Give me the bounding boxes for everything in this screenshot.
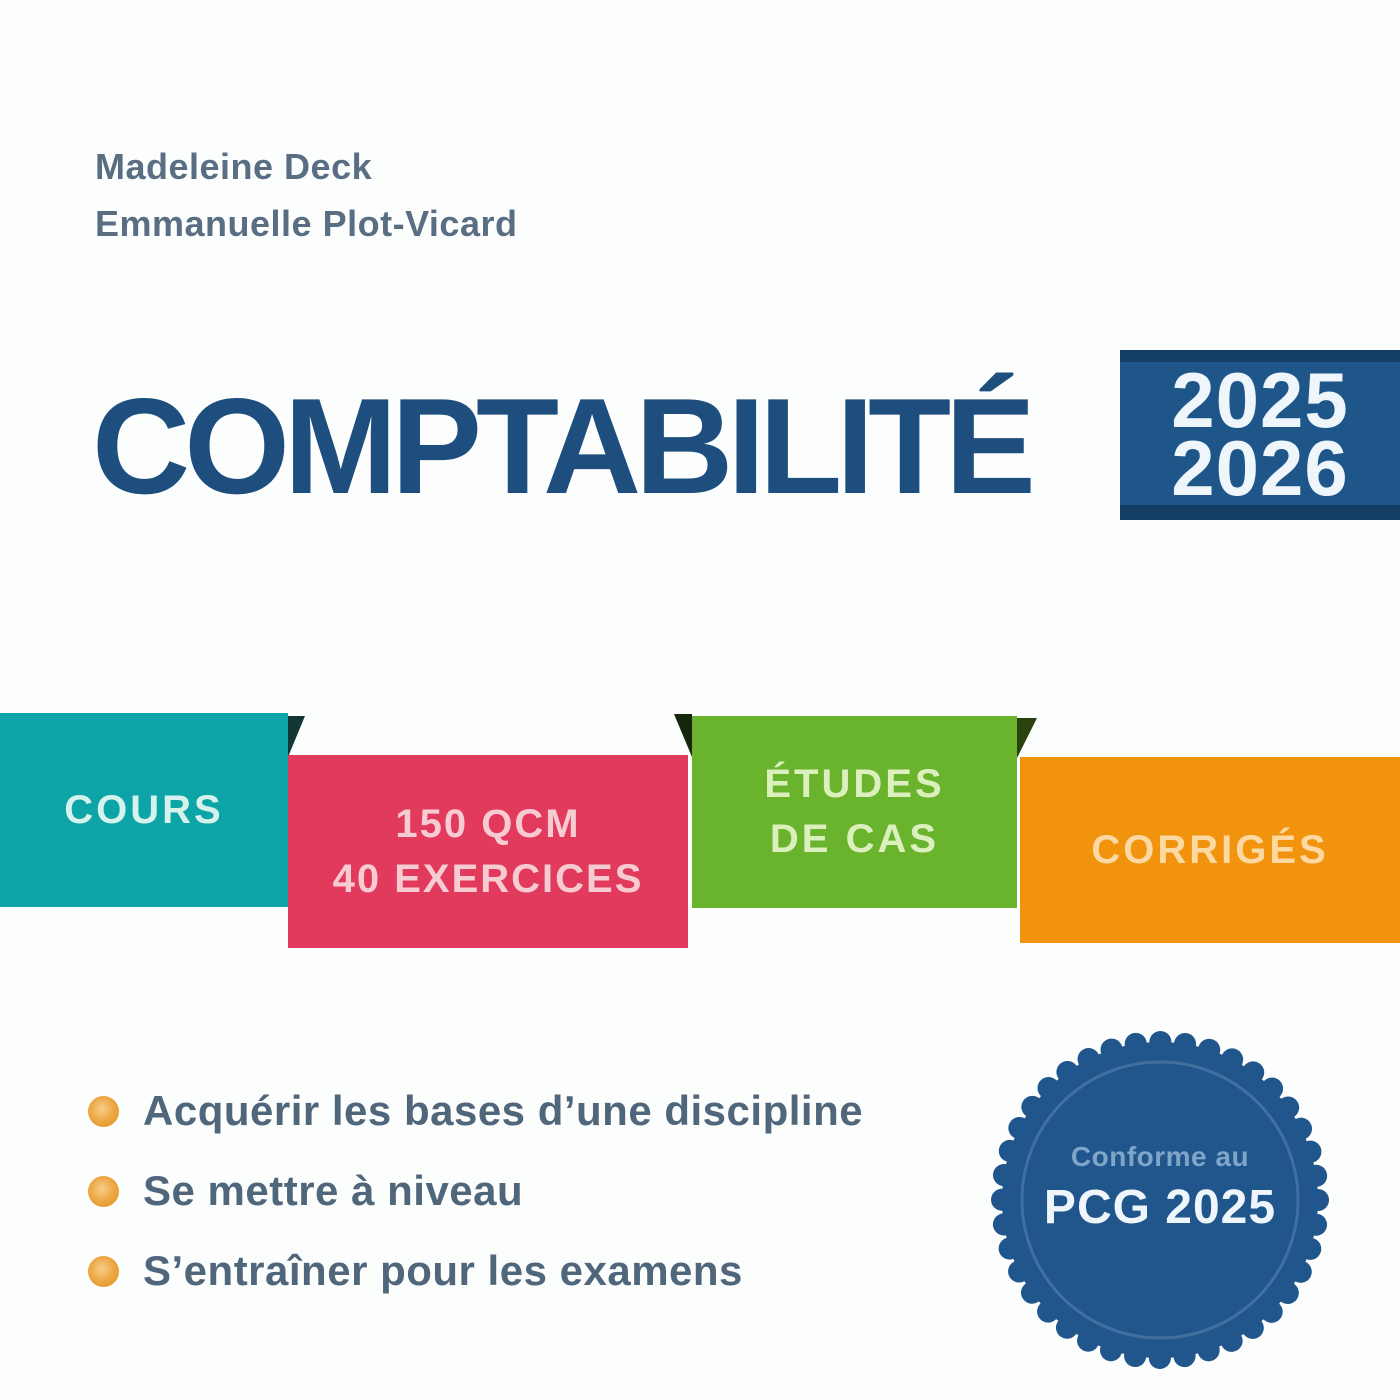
feature-text-3: S’entraîner pour les examens [143,1247,743,1294]
ribbon-qcm-exercices [288,755,688,948]
ribbon-cours-label: COURS [64,787,224,832]
ribbon-etudes-de-cas [692,716,1017,908]
list-item [88,1246,863,1296]
bullet-dot-icon [88,1176,119,1207]
ribbon-fold-shadow-3 [1017,718,1037,758]
ribbon-etudes-line-1: ÉTUDES [764,762,945,806]
list-item [88,1086,863,1136]
ribbon-qcm-line-1: 150 QCM [395,801,581,846]
ribbon-corriges [1020,757,1400,943]
list-item [88,1166,863,1216]
edition-year-1: 2025 [1171,355,1349,444]
bullet-dot-icon [88,1256,119,1287]
ribbon-qcm-line-2: 40 EXERCICES [332,856,644,901]
feature-text-1: Acquérir les bases d’une discipline [143,1087,864,1134]
ribbon-etudes-line-2: DE CAS [769,817,940,861]
ribbon-cours [0,713,288,907]
ribbon-fold-shadow-1 [288,716,305,757]
author-2: Emmanuelle Plot-Vicard [95,203,518,244]
feature-list [88,1086,863,1326]
book-title: COMPTABILITÉ [92,370,1030,522]
feature-text-2: Se mettre à niveau [143,1167,524,1214]
author-1: Madeleine Deck [95,146,373,187]
ribbon-corriges-label: CORRIGÉS [1091,827,1329,872]
badge-title: PCG 2025 [1043,1181,1277,1234]
edition-year-band [1120,350,1400,520]
author-names [95,138,517,252]
ribbon-fold-shadow-2 [674,714,692,757]
bullet-dot-icon [88,1096,119,1127]
pcg-2025-stamp-badge [985,1025,1335,1375]
edition-year-2: 2026 [1171,423,1349,512]
stamp-seal-icon [985,1025,1335,1375]
badge-subtitle: Conforme au [1070,1141,1250,1172]
